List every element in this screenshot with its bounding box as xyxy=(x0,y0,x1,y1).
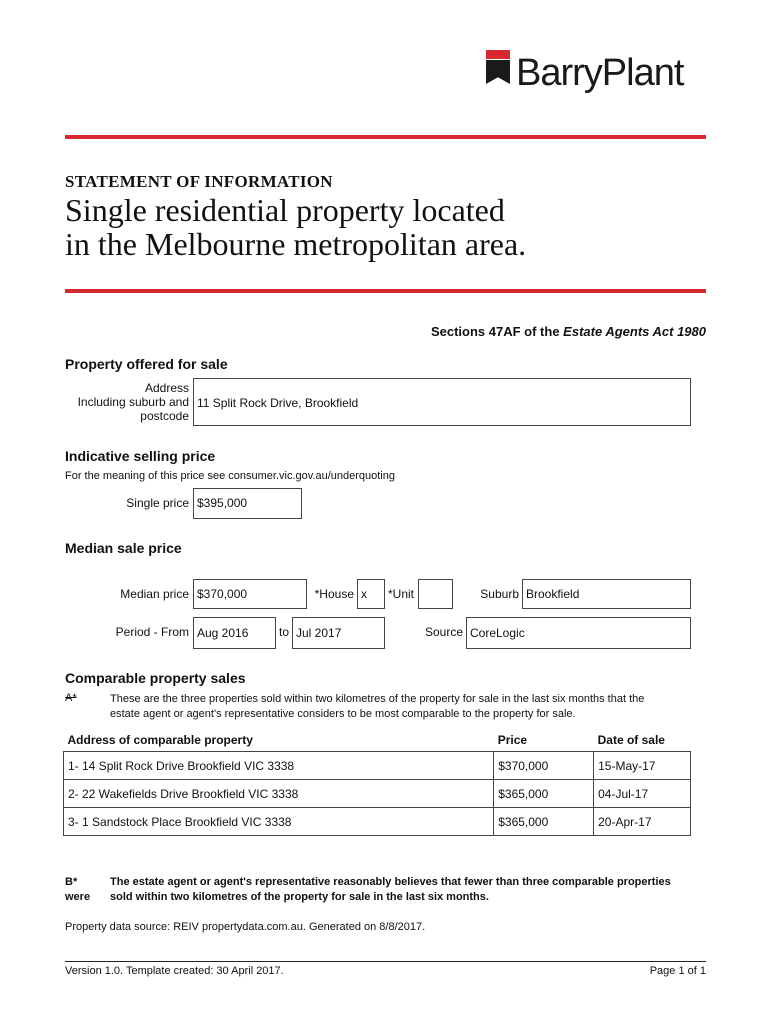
column-header-address: Address of comparable property xyxy=(67,733,253,747)
median-heading: Median sale price xyxy=(65,540,182,556)
comparable-date[interactable]: 15-May-17 xyxy=(594,752,691,780)
comparable-sales-table xyxy=(63,729,691,836)
property-heading: Property offered for sale xyxy=(65,356,228,372)
comparable-heading: Comparable property sales xyxy=(65,670,246,686)
comparable-price[interactable]: $370,000 xyxy=(494,752,594,780)
house-checkbox[interactable]: x xyxy=(357,579,385,609)
legislation-reference xyxy=(431,324,706,339)
median-price-field[interactable]: $370,000 xyxy=(193,579,307,609)
column-header-price: Price xyxy=(497,733,528,747)
comparable-price[interactable]: $365,000 xyxy=(494,780,594,808)
source-field[interactable]: CoreLogic xyxy=(466,617,691,649)
median-price-label: Median price xyxy=(120,587,189,601)
table-header-row xyxy=(64,729,691,752)
option-a-text xyxy=(110,692,700,722)
page-title xyxy=(65,193,526,261)
table-row xyxy=(64,780,691,808)
comparable-date[interactable]: 04-Jul-17 xyxy=(594,780,691,808)
single-price-field[interactable]: $395,000 xyxy=(193,488,302,519)
logo-text: BarryPlant xyxy=(516,52,684,94)
source-label: Source xyxy=(424,625,463,639)
title-divider xyxy=(65,289,706,293)
single-price-label: Single price xyxy=(126,496,189,510)
comparable-date[interactable]: 20-Apr-17 xyxy=(594,808,691,836)
page-number: Page 1 of 1 xyxy=(649,965,706,977)
title-line-2: in the Melbourne metropolitan area. xyxy=(65,226,527,262)
option-b-marker-line-1: B* xyxy=(65,876,78,888)
table-row xyxy=(64,752,691,780)
option-a-line-2: estate agent or agent's representative considers to be most comparable to the property for sale. xyxy=(110,708,576,720)
act-name: Estate Agents Act 1980 xyxy=(563,324,706,339)
unit-checkbox[interactable] xyxy=(418,579,453,609)
option-b-line-1: The estate agent or agent's representative reasonably believes that fewer than three comparable properties xyxy=(110,876,671,888)
comparable-address[interactable]: 2- 22 Wakefields Drive Brookfield VIC 3338 xyxy=(64,780,494,808)
statement-label: STATEMENT OF INFORMATION xyxy=(65,172,333,191)
unit-label: *Unit xyxy=(387,587,414,601)
column-header-date: Date of sale xyxy=(597,733,665,747)
option-a-line-1: These are the three properties sold within two kilometres of the property for sale in the last six months that the xyxy=(110,693,645,705)
address-label-line-1: Address xyxy=(144,381,189,395)
option-b-text xyxy=(110,875,710,905)
option-b-marker xyxy=(65,875,90,905)
comparable-address[interactable]: 3- 1 Sandstock Place Brookfield VIC 3338 xyxy=(64,808,494,836)
underquoting-note: For the meaning of this price see consumer.vic.gov.au/underquoting xyxy=(65,470,395,482)
period-to-field[interactable]: Jul 2017 xyxy=(292,617,385,649)
option-b-line-2: sold within two kilometres of the property for sale in the last six months. xyxy=(110,891,489,903)
suburb-label: Suburb xyxy=(480,587,519,601)
comparable-price[interactable]: $365,000 xyxy=(494,808,594,836)
option-a-marker: A* xyxy=(65,692,77,704)
address-label-line-3: postcode xyxy=(140,409,189,423)
title-line-1: Single residential property located xyxy=(65,192,505,228)
data-source-note: Property data source: REIV propertydata.com.au. Generated on 8/8/2017. xyxy=(65,921,426,933)
to-label: to xyxy=(279,625,290,639)
suburb-field[interactable]: Brookfield xyxy=(522,579,691,609)
sections-prefix: Sections 47AF of the xyxy=(430,324,564,339)
address-label xyxy=(65,381,189,423)
house-label: *House xyxy=(314,587,354,601)
indicative-heading: Indicative selling price xyxy=(65,448,216,464)
table-row xyxy=(64,808,691,836)
top-divider xyxy=(65,135,706,139)
bookmark-icon xyxy=(486,50,510,84)
address-label-line-2: Including suburb and xyxy=(77,395,189,409)
version-text: Version 1.0. Template created: 30 April 2017. xyxy=(65,965,284,977)
footer-divider xyxy=(65,961,706,962)
address-field[interactable]: 11 Split Rock Drive, Brookfield xyxy=(193,378,691,426)
barry-plant-logo xyxy=(486,50,683,98)
period-label: Period - From xyxy=(115,625,189,639)
comparable-address[interactable]: 1- 14 Split Rock Drive Brookfield VIC 3338 xyxy=(64,752,494,780)
period-from-field[interactable]: Aug 2016 xyxy=(193,617,276,649)
option-b-marker-line-2: were xyxy=(65,891,91,903)
